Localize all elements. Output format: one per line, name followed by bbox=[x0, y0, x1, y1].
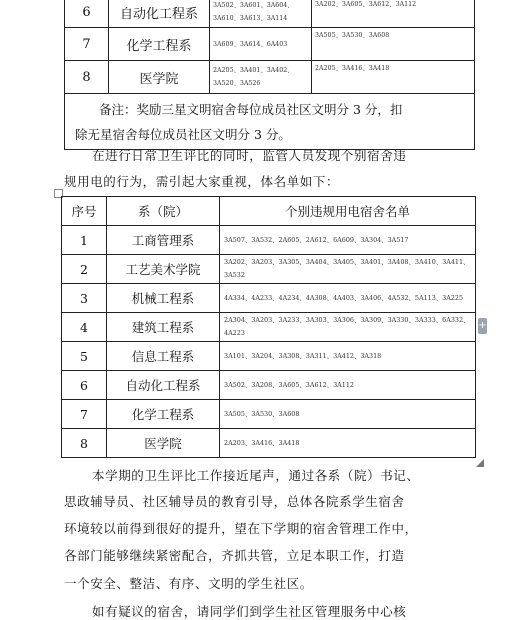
department-name: 化学工程系 bbox=[109, 28, 210, 61]
dorm-list: 3A507、3A532、2A605、2A612、6A609、3A304、3A517 bbox=[220, 226, 476, 255]
dorm-list: 3A609、3A614、6A403 bbox=[210, 28, 312, 61]
department-name: 机械工程系 bbox=[107, 284, 220, 313]
department-name: 医学院 bbox=[107, 429, 220, 458]
row-number: 2 bbox=[62, 255, 107, 284]
closing-line-6: 如有疑议的宿舍，请同学们到学生社区管理服务中心核 bbox=[92, 604, 407, 619]
table-row bbox=[62, 400, 476, 429]
violation-table bbox=[61, 196, 476, 458]
row-number: 1 bbox=[62, 226, 107, 255]
note-line-1: 备注：奖励三星文明宿舍每位成员社区文明分 3 分，扣 bbox=[99, 102, 403, 117]
header-number: 序号 bbox=[62, 197, 107, 226]
row-number: 7 bbox=[62, 400, 107, 429]
dorm-list: 2A205、3A401、3A402、3A520、3A526 bbox=[210, 61, 312, 94]
row-number: 5 bbox=[62, 342, 107, 371]
department-name: 自动化工程系 bbox=[107, 371, 220, 400]
department-name: 工艺美术学院 bbox=[107, 255, 220, 284]
closing-line-2: 思政辅导员、社区辅导员的教育引导，总体各院系学生宿舍 bbox=[64, 494, 405, 509]
table-note bbox=[65, 94, 475, 150]
intro-line-2: 规用电的行为，需引起大家重视，体名单如下： bbox=[64, 174, 340, 189]
row-number: 6 bbox=[65, 0, 109, 28]
department-name: 自动化工程系 bbox=[109, 0, 210, 28]
table-row bbox=[62, 255, 476, 284]
table-row bbox=[62, 429, 476, 458]
row-number: 8 bbox=[65, 61, 109, 94]
department-name: 医学院 bbox=[109, 61, 210, 94]
dorm-list: 2A203、3A416、3A418 bbox=[220, 429, 476, 458]
hygiene-rating-table-fragment bbox=[64, 0, 475, 150]
dorm-list: 3A202、3A203、3A305、3A404、3A405、3A401、3A408、3A410、3A411、3A532 bbox=[220, 255, 476, 284]
table-row bbox=[62, 284, 476, 313]
dorm-list: 2A304、3A203、3A233、3A303、3A306、3A309、3A330、3A333、6A332、4A223 bbox=[220, 313, 476, 342]
table-row bbox=[62, 313, 476, 342]
add-column-button[interactable]: + bbox=[478, 318, 487, 334]
table-header-row bbox=[62, 197, 476, 226]
closing-line-1: 本学期的卫生评比工作接近尾声，通过各系（院）书记、 bbox=[92, 468, 420, 483]
dorm-list: 3A101、3A204、3A308、3A311、3A412、3A318 bbox=[220, 342, 476, 371]
header-department: 系（院） bbox=[107, 197, 220, 226]
dorm-list: 3A502、3A208、3A605、3A612、3A112 bbox=[220, 371, 476, 400]
table-row bbox=[65, 0, 475, 28]
dorm-list: 3A505、3A530、3A608 bbox=[220, 400, 476, 429]
note-line-2: 除无星宿舍每位成员社区文明分 3 分。 bbox=[75, 127, 291, 142]
row-number: 4 bbox=[62, 313, 107, 342]
dorm-list: 2A205、3A416、3A418 bbox=[312, 61, 475, 94]
department-name: 化学工程系 bbox=[107, 400, 220, 429]
table-row bbox=[62, 226, 476, 255]
department-name: 建筑工程系 bbox=[107, 313, 220, 342]
row-number: 7 bbox=[65, 28, 109, 61]
dorm-list: 3A202、3A605、3A612、3A112 bbox=[312, 0, 475, 28]
closing-line-4: 各部门能够继续紧密配合，齐抓共管，立足本职工作，打造 bbox=[64, 548, 405, 563]
row-number: 8 bbox=[62, 429, 107, 458]
dorm-list: 4A334、4A233、4A234、4A308、4A403、3A406、4A532、5A113、3A225 bbox=[220, 284, 476, 313]
closing-line-5: 一个安全、整洁、有序、文明的学生社区。 bbox=[64, 576, 313, 591]
table-note-row bbox=[65, 94, 475, 150]
table-row bbox=[65, 28, 475, 61]
row-number: 6 bbox=[62, 371, 107, 400]
table-row bbox=[62, 371, 476, 400]
header-dorm-list: 个别违规用电宿舍名单 bbox=[220, 197, 476, 226]
row-number: 3 bbox=[62, 284, 107, 313]
table-row bbox=[62, 342, 476, 371]
closing-line-3: 环境较以前得到很好的提升，望在下学期的宿舍管理工作中， bbox=[64, 521, 418, 536]
intro-line-1: 在进行日常卫生评比的同时，监管人员发现个别宿舍违 bbox=[92, 148, 407, 163]
department-name: 信息工程系 bbox=[107, 342, 220, 371]
dorm-list: 3A505、3A530、3A608 bbox=[312, 28, 475, 61]
department-name: 工商管理系 bbox=[107, 226, 220, 255]
dorm-list: 3A502、3A601、3A604、3A610、3A613、3A114 bbox=[210, 0, 312, 28]
table-row bbox=[65, 61, 475, 94]
